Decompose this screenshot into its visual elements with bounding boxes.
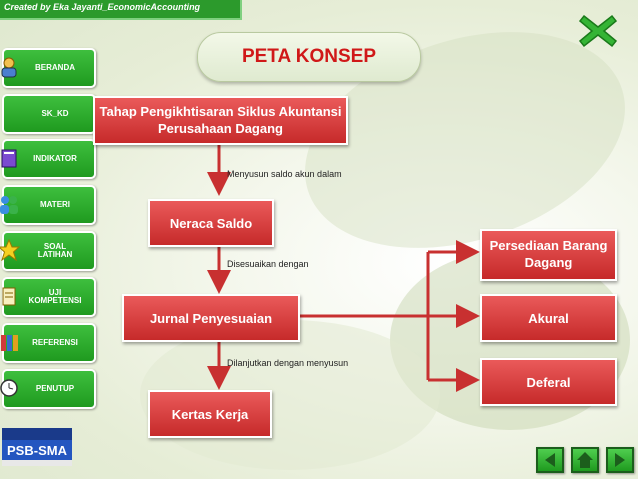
sidebar-item-label: INDIKATOR: [33, 153, 77, 163]
connector-label-1: Menyusun saldo akun dalam: [227, 169, 342, 179]
home-button[interactable]: [571, 447, 599, 473]
concept-box-label: Neraca Saldo: [169, 215, 253, 231]
concept-box-label: Akural: [528, 310, 569, 326]
concept-box-kertas-kerja[interactable]: [148, 390, 272, 438]
concept-box-deferal[interactable]: [480, 358, 617, 406]
next-button[interactable]: [606, 447, 634, 473]
concept-box-label: Tahap Pengikhtisaran Siklus Akuntansi Perusahaan Dagang: [99, 103, 342, 136]
sidebar-item-label: PENUTUP: [35, 383, 75, 393]
concept-box-label: Jurnal Penyesuaian: [149, 310, 273, 326]
arrow-right-icon: [608, 449, 632, 471]
concept-box-jurnal-penyesuaian[interactable]: [122, 294, 300, 342]
sidebar-item-label: MATERI: [39, 199, 71, 209]
concept-box-label: Persediaan Barang Dagang: [489, 238, 608, 270]
sidebar-item-label: BERANDA: [35, 62, 75, 72]
sidebar-item-label: SOAL LATIHAN: [37, 241, 73, 259]
concept-box-label: Deferal: [526, 374, 571, 390]
sidebar-item-label: UJI KOMPETENSI: [28, 287, 82, 305]
connector-label-3: Dilanjutkan dengan menyusun: [227, 358, 349, 368]
credit-text: Created by Eka Jayanti_EconomicAccounting: [4, 2, 201, 12]
logo-text: PSB-SMA: [7, 442, 67, 458]
sidebar-item-label: SK_KD: [41, 108, 69, 118]
prev-button[interactable]: [536, 447, 564, 473]
page-title: PETA KONSEP: [241, 46, 377, 67]
concept-box-label: Kertas Kerja: [171, 406, 249, 422]
arrow-left-icon: [538, 449, 562, 471]
concept-box-akural[interactable]: [480, 294, 617, 342]
home-icon: [573, 449, 597, 471]
psb-sma-logo: [2, 428, 74, 468]
concept-box-top[interactable]: [93, 96, 348, 145]
concept-box-neraca-saldo[interactable]: [148, 199, 274, 247]
sidebar-item-label: REFERENSI: [32, 337, 78, 347]
connector-label-2: Disesuaikan dengan: [227, 259, 309, 269]
concept-box-persediaan[interactable]: [480, 229, 617, 281]
